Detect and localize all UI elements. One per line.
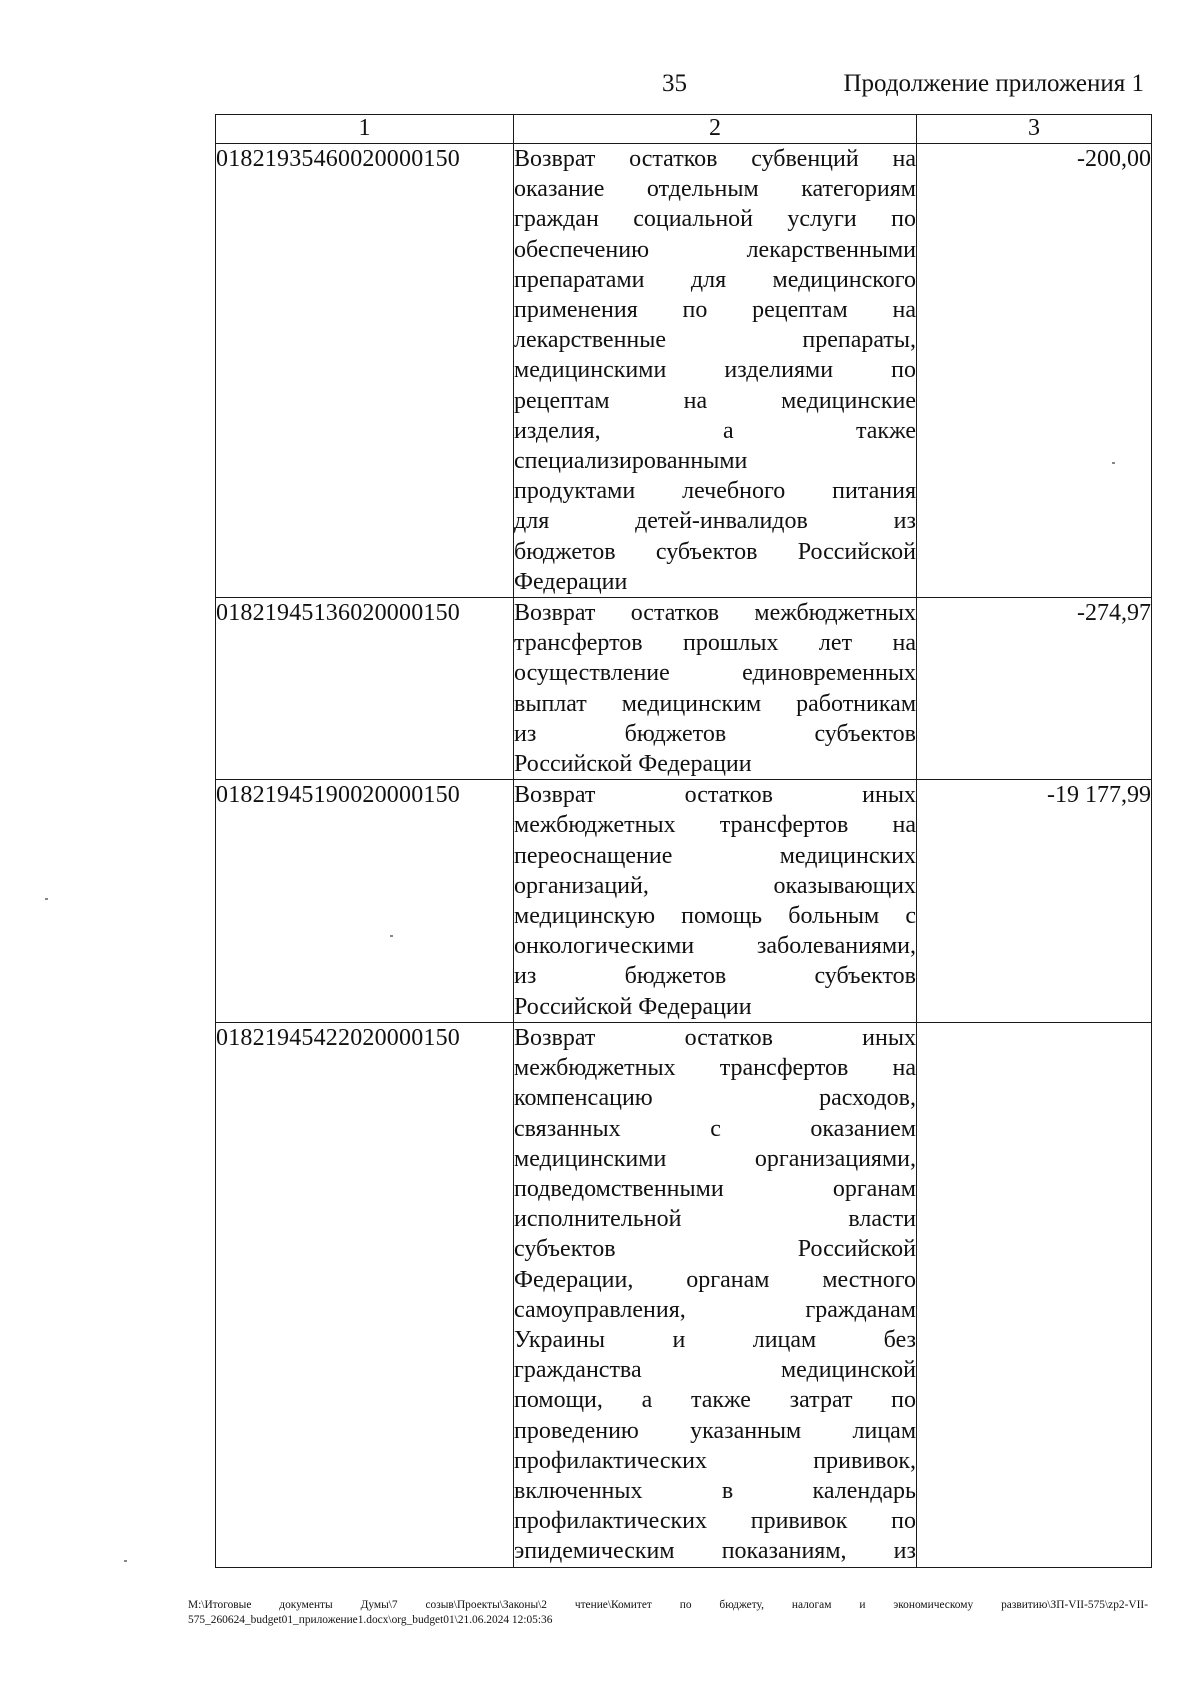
scan-speck [45, 898, 48, 900]
description-cell [514, 598, 917, 780]
description-line: лекарственные препараты, [514, 327, 916, 354]
description-line: изделия, а также [514, 417, 916, 444]
column-header-1: 1 [216, 115, 514, 144]
description-line: Возврат остатков иных [514, 1024, 916, 1051]
description-line: связанных с оказанием [514, 1115, 916, 1142]
description-line: специализированными [514, 448, 748, 475]
description-line: продуктами лечебного питания [514, 478, 916, 505]
scan-speck [390, 935, 393, 937]
table-row [216, 1022, 1152, 1567]
column-header-2: 2 [514, 115, 917, 144]
table-row [216, 598, 1152, 780]
description-line: препаратами для медицинского [514, 266, 916, 293]
description-line: подведомственными органам [514, 1175, 916, 1202]
description-line: исполнительной власти [514, 1206, 916, 1233]
budget-table [215, 114, 1152, 1568]
description-line: рецептам на медицинские [514, 387, 916, 414]
description-line: переоснащение медицинских [514, 842, 916, 869]
description-line: Федерации [514, 568, 628, 595]
column-header-3: 3 [917, 115, 1152, 144]
description-line: медицинскую помощь больным с [514, 903, 916, 930]
description-cell [514, 1022, 917, 1567]
description-cell [514, 780, 917, 1023]
scan-speck [1112, 462, 1115, 464]
table-row [216, 144, 1152, 598]
description-line: Федерации, органам местного [514, 1266, 916, 1293]
description-line: применения по рецептам на [514, 297, 916, 324]
description-line: гражданства медицинской [514, 1357, 916, 1384]
description-line: бюджетов субъектов Российской [514, 538, 916, 565]
description-line: оказание отдельным категориям [514, 176, 916, 203]
table-header-row [216, 115, 1152, 144]
budget-code-cell: 01821945190020000150 [216, 780, 514, 1023]
description-line: эпидемическим показаниям, из [514, 1538, 916, 1565]
description-line: субъектов Российской [514, 1236, 916, 1263]
description-line: профилактических прививок по [514, 1508, 916, 1535]
amount-cell: -19 177,99 [917, 780, 1152, 1023]
table-row [216, 780, 1152, 1023]
description-line: компенсацию расходов, [514, 1085, 916, 1112]
description-line: граждан социальной услуги по [514, 206, 916, 233]
description-line: профилактических прививок, [514, 1447, 916, 1474]
description-line: организаций, оказывающих [514, 872, 916, 899]
budget-code-cell: 01821935460020000150 [216, 144, 514, 598]
description-line: Российской Федерации [514, 993, 752, 1020]
description-line: межбюджетных трансфертов на [514, 1055, 916, 1082]
description-line: включенных в календарь [514, 1477, 916, 1504]
description-line: выплат медицинским работникам [514, 690, 916, 717]
description-line: обеспечению лекарственными [514, 236, 916, 263]
description-line: онкологическими заболеваниями, [514, 933, 916, 960]
amount-cell [917, 1022, 1152, 1567]
description-line: проведению указанным лицам [514, 1417, 916, 1444]
description-line: самоуправления, гражданам [514, 1296, 916, 1323]
page-number: 35 [662, 70, 687, 97]
description-line: осуществление единовременных [514, 660, 916, 687]
description-line: межбюджетных трансфертов на [514, 812, 916, 839]
description-cell [514, 144, 917, 598]
description-line: Российской Федерации [514, 751, 752, 778]
description-line: Возврат остатков межбюджетных [514, 600, 916, 627]
description-line: Возврат остатков субвенций на [514, 146, 916, 172]
description-line: Возврат остатков иных [514, 782, 916, 809]
amount-cell: -274,97 [917, 598, 1152, 780]
budget-code-cell: 01821945136020000150 [216, 598, 514, 780]
file-path-footer: M:\Итоговые документы Думы\7 созыв\Проекты\Законы\2 чтение\Комитет по бюджету, налогам и экономическому развитию\ЗП-VII-575\zp2-VII-575_260624_budget01_приложение1.docx\org_budget01\21.06.2024 12:05:36 [188, 1599, 1148, 1626]
description-line: трансфертов прошлых лет на [514, 630, 916, 657]
description-line: Украины и лицам без [514, 1326, 916, 1353]
description-line: из бюджетов субъектов [514, 963, 916, 990]
scan-speck [124, 1560, 127, 1562]
description-line: для детей-инвалидов из [514, 508, 916, 535]
budget-code-cell: 01821945422020000150 [216, 1022, 514, 1567]
amount-cell: -200,00 [917, 144, 1152, 598]
description-line: из бюджетов субъектов [514, 720, 916, 747]
continuation-label: Продолжение приложения 1 [843, 70, 1144, 97]
description-line: медицинскими организациями, [514, 1145, 916, 1172]
description-line: помощи, а также затрат по [514, 1387, 916, 1414]
description-line: медицинскими изделиями по [514, 357, 916, 384]
